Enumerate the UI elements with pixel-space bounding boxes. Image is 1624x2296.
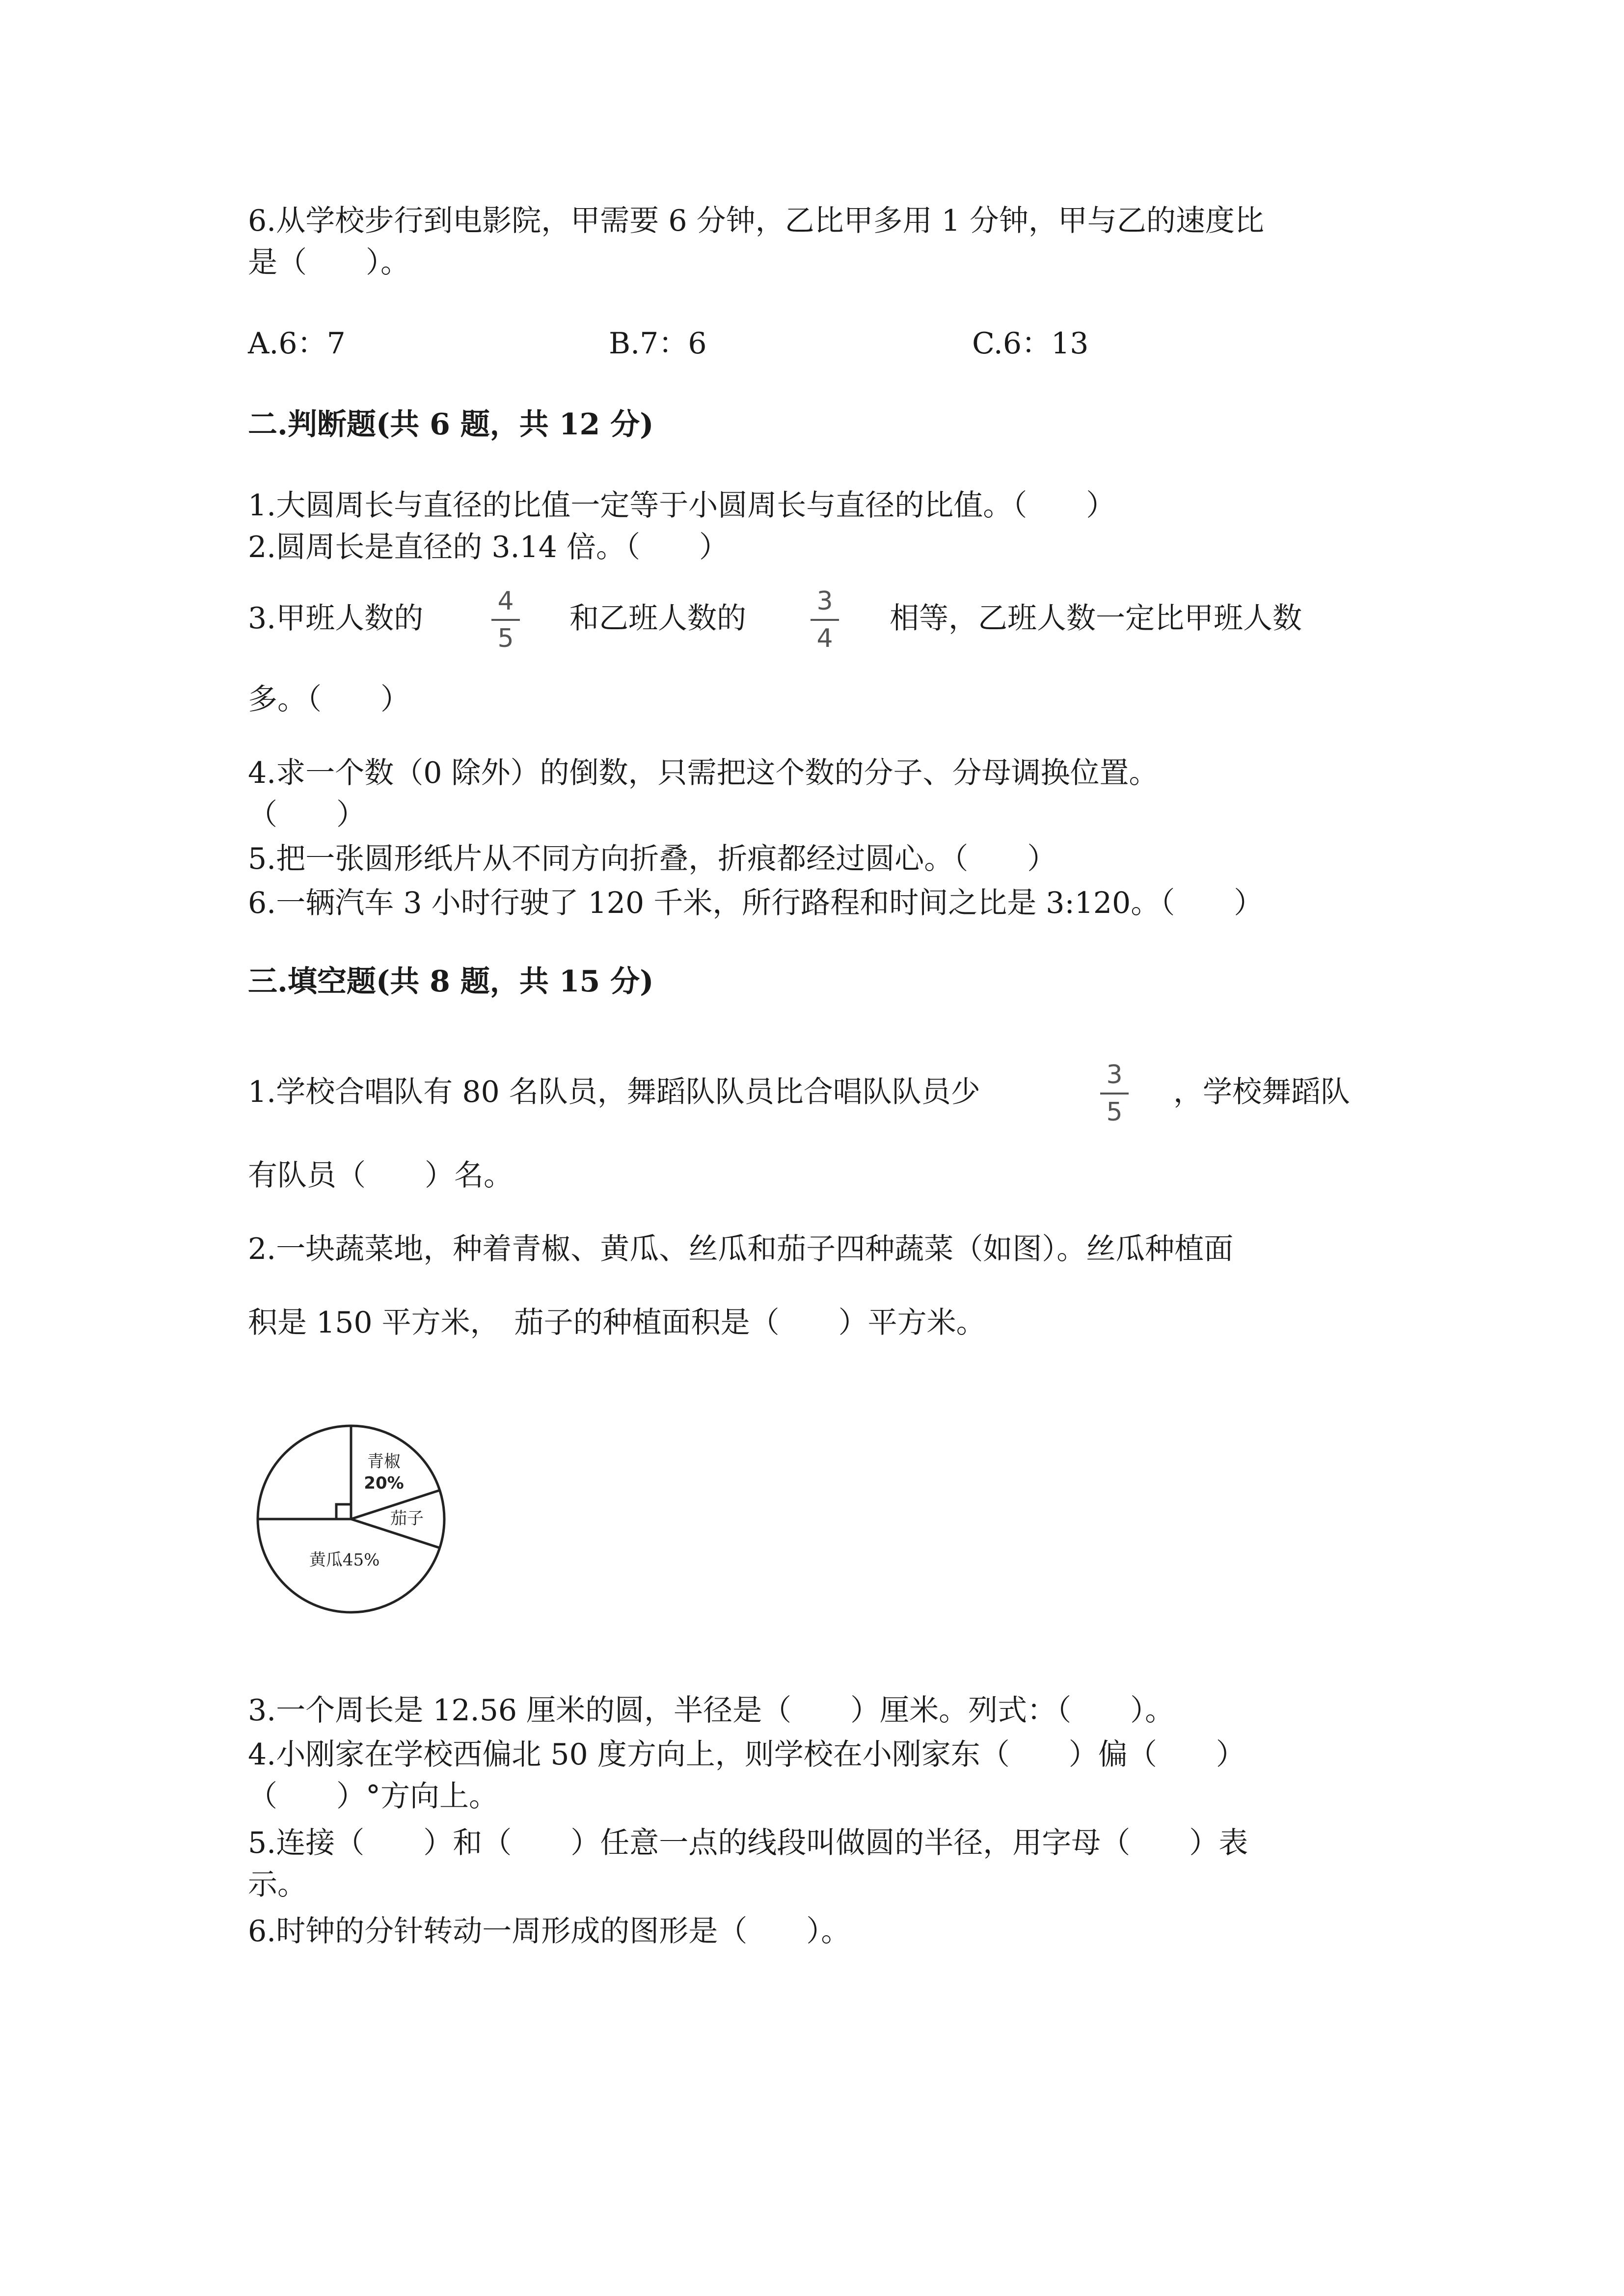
question-text: 3.一个周长是 12.56 厘米的圆，半径是（ ）厘米。列式：（ ）。 xyxy=(248,1693,1175,1728)
question-text: 相等，乙班人数一定比甲班人数 xyxy=(890,601,1302,636)
question-text: 5.把一张圆形纸片从不同方向折叠，折痕都经过圆心。（ ） xyxy=(248,842,1057,876)
question-text: 和乙班人数的 xyxy=(569,601,746,636)
question-text: 5.连接（ ）和（ ）任意一点的线段叫做圆的半径，用字母（ ）表 xyxy=(248,1826,1248,1860)
vegetable-pie-chart xyxy=(250,1418,452,1620)
question-text: 6.时钟的分针转动一周形成的图形是（ ）。 xyxy=(248,1914,851,1949)
question-text: （ ） xyxy=(248,798,366,832)
section-heading: 二.判断题(共 6 题，共 12 分) xyxy=(248,407,654,442)
pie-slice-label: 茄子 xyxy=(390,1509,424,1528)
pie-slice-label: 青椒 xyxy=(367,1451,401,1471)
option-a: A.6：7 xyxy=(248,326,346,361)
pie-slice-label: 黄瓜45% xyxy=(309,1550,380,1570)
fraction-numerator: 4 xyxy=(497,587,514,616)
question-text: ，学校舞蹈队 xyxy=(1173,1075,1350,1109)
pie-chart-svg xyxy=(250,1418,452,1620)
question-text: 多。（ ） xyxy=(248,682,410,717)
question-text: 6.一辆汽车 3 小时行驶了 120 千米，所行路程和时间之比是 3:120。（ ） xyxy=(248,886,1264,920)
fraction-bar xyxy=(491,619,520,621)
question-text: 1.学校合唱队有 80 名队员，舞蹈队队员比合唱队队员少 xyxy=(248,1075,980,1109)
question-text: 积是 150 平方米， 茄子的种植面积是（ ）平方米。 xyxy=(248,1306,986,1340)
section-heading: 三.填空题(共 8 题，共 15 分) xyxy=(248,964,654,999)
pie-slice-value: 20% xyxy=(364,1473,404,1493)
fraction-numerator: 3 xyxy=(816,587,833,616)
option-c: C.6：13 xyxy=(972,326,1089,361)
question-text: 2.圆周长是直径的 3.14 倍。（ ） xyxy=(248,530,729,564)
fraction-bar xyxy=(811,619,839,621)
question-text: （ ）°方向上。 xyxy=(248,1779,498,1814)
question-text: 6.从学校步行到电影院，甲需要 6 分钟，乙比甲多用 1 分钟，甲与乙的速度比 xyxy=(248,204,1264,238)
fraction-denominator: 4 xyxy=(816,624,833,653)
question-text: 3.甲班人数的 xyxy=(248,601,424,636)
question-text: 有队员（ ）名。 xyxy=(248,1158,513,1193)
question-text: 是（ ）。 xyxy=(248,245,410,280)
question-text: 1.大圆周长与直径的比值一定等于小圆周长与直径的比值。（ ） xyxy=(248,488,1116,523)
question-text: 示。 xyxy=(248,1868,307,1902)
fraction-denominator: 5 xyxy=(1106,1097,1123,1127)
option-b: B.7：6 xyxy=(609,326,707,361)
fraction xyxy=(808,587,842,653)
question-text: 4.小刚家在学校西偏北 50 度方向上，则学校在小刚家东（ ）偏（ ） xyxy=(248,1737,1245,1772)
fraction-numerator: 3 xyxy=(1106,1060,1123,1090)
fraction-bar xyxy=(1100,1093,1129,1095)
question-text: 4.求一个数（0 除外）的倒数，只需把这个数的分子、分母调换位置。 xyxy=(248,756,1159,790)
fraction xyxy=(1097,1060,1132,1127)
fraction xyxy=(488,587,523,653)
question-text: 2.一块蔬菜地，种着青椒、黄瓜、丝瓜和茄子四种蔬菜（如图）。丝瓜种植面 xyxy=(248,1232,1234,1266)
fraction-denominator: 5 xyxy=(497,624,514,653)
